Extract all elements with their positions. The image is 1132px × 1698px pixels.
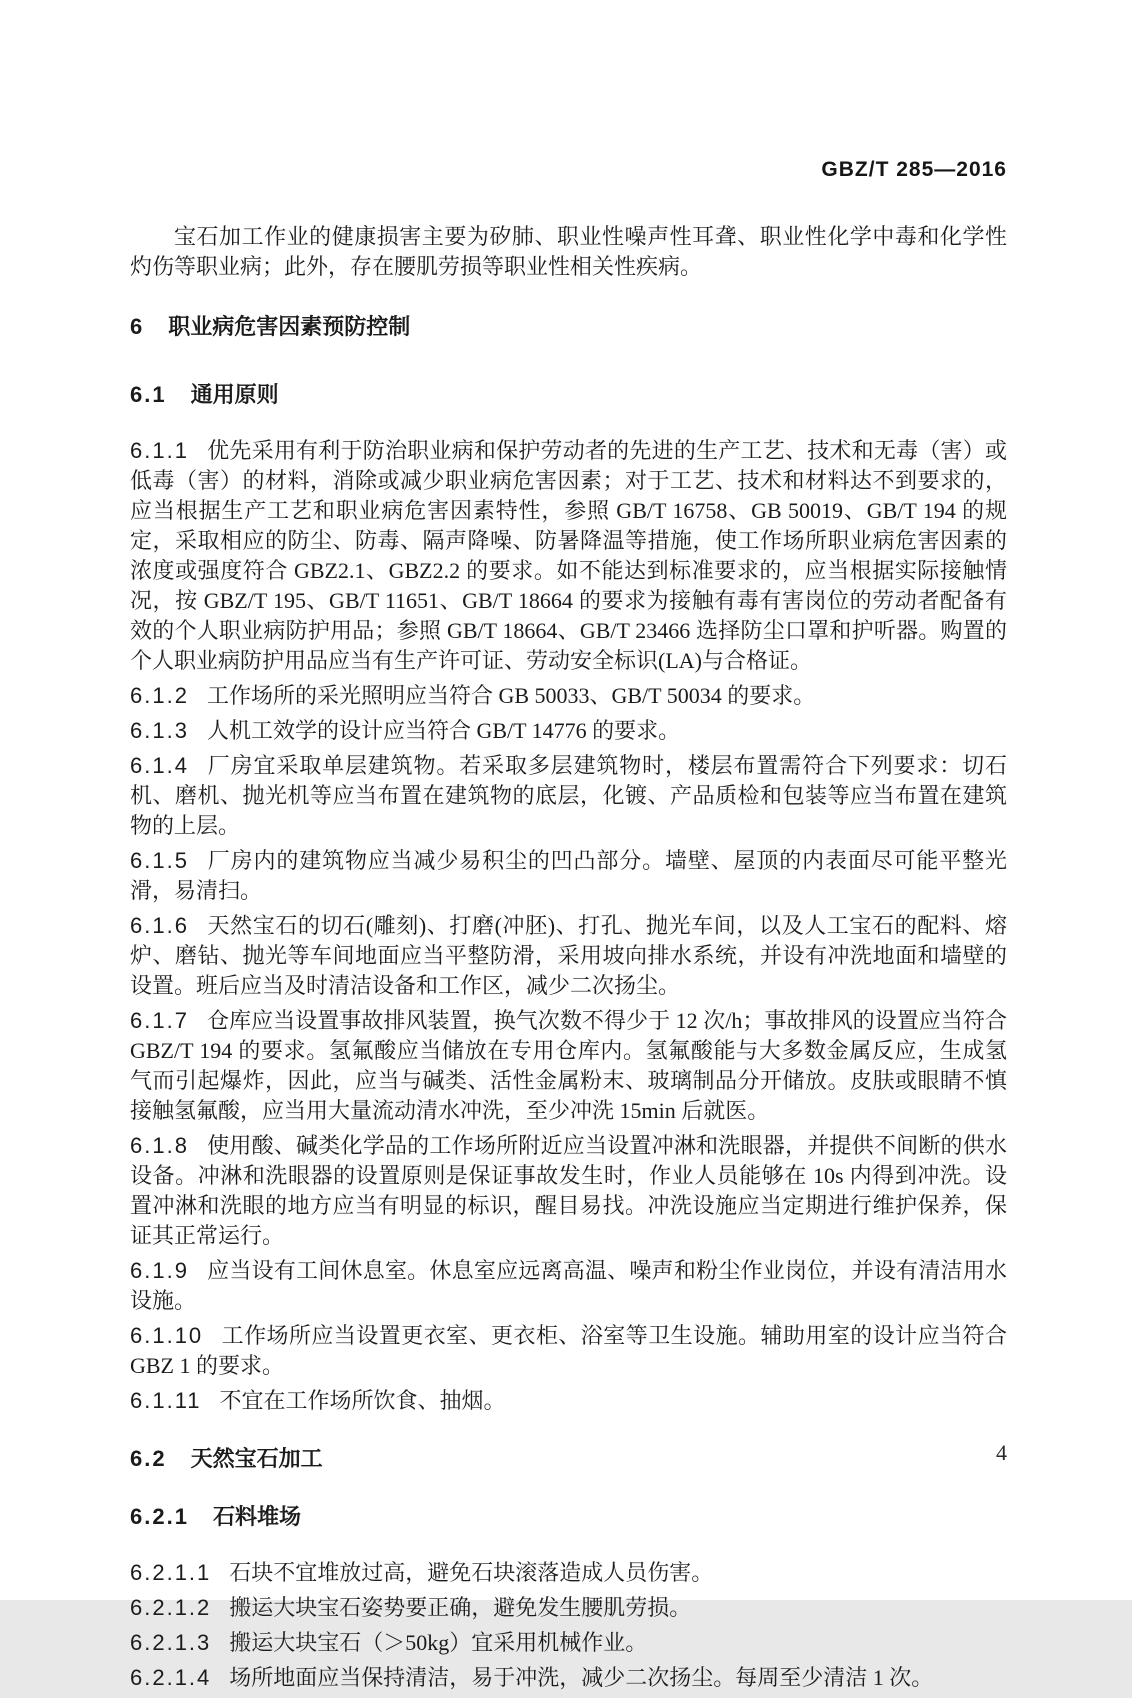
clause-text: 优先采用有利于防治职业病和保护劳动者的先进的生产工艺、技术和无毒（害）或低毒（害）的材料，消除或减少职业病危害因素；对于工艺、技术和材料达不到要求的，应当根据生产工艺和职业病危害因素特性，参照 GB/T 16758、GB 50019、GB/T 194 的规定，采取相应的防尘、防毒、隔声降噪、防暑降温等措施，使工作场所职业病危害因素的浓度或强度符合 GBZ2.1、GBZ2.2 的要求。如不能达到标准要求的，应当根据实际接触情况，按 GBZ/T 195、GB/T 11651、GB/T 18664 的要求为接触有毒有害岗位的劳动者配备有效的个人职业病防护用品；参照 GB/T 18664、GB/T 23466 选择防尘口罩和护听器。购置的个人职业病防护用品应当有生产许可证、劳动安全标识(LA)与合格证。 — [130, 438, 1007, 673]
document-body — [130, 222, 1007, 1698]
clause-number: 6.2.1.3 — [130, 1630, 212, 1655]
section-title: 天然宝石加工 — [190, 1446, 323, 1471]
clause-number: 6.2.1.2 — [130, 1595, 212, 1620]
section-title: 通用原则 — [190, 382, 279, 407]
clause-text: 仓库应当设置事故排风装置，换气次数不得少于 12 次/h；事故排风的设置应当符合 GBZ/T 194 的要求。氢氟酸应当储放在专用仓库内。氢氟酸能与大多数金属反应，生成氢气而引起爆炸，因此，应当与碱类、活性金属粉末、玻璃制品分开储放。皮肤或眼睛不慎接触氢氟酸，应当用大量流动清水冲洗，至少冲洗 15min 后就医。 — [130, 1008, 1007, 1123]
intro-paragraph: 宝石加工作业的健康损害主要为矽肺、职业性噪声性耳聋、职业性化学中毒和化学性灼伤等职业病；此外，存在腰肌劳损等职业性相关性疾病。 — [130, 224, 1007, 279]
clause-6.1.9 — [130, 1256, 1007, 1316]
clause-text: 工作场所应当设置更衣室、更衣柜、浴室等卫生设施。辅助用室的设计应当符合 GBZ 1 的要求。 — [130, 1323, 1007, 1378]
clause-text: 使用酸、碱类化学品的工作场所附近应当设置冲淋和洗眼器，并提供不间断的供水设备。冲淋和洗眼器的设置原则是保证事故发生时，作业人员能够在 10s 内得到冲洗。设置冲淋和洗眼的地方应当有明显的标识，醒目易找。冲洗设施应当定期进行维护保养，保证其正常运行。 — [130, 1133, 1007, 1248]
clause-6.1.11 — [130, 1386, 1007, 1416]
section-number: 6 — [130, 314, 145, 339]
clause-number: 6.1.9 — [130, 1258, 189, 1283]
clause-number: 6.1.11 — [130, 1388, 202, 1413]
page-header — [130, 158, 1007, 182]
clause-6.1.5 — [130, 846, 1007, 906]
clause-6.1.10 — [130, 1321, 1007, 1381]
section-heading-6.1 — [130, 380, 1007, 410]
clause-number: 6.1.2 — [130, 683, 189, 708]
clause-text: 场所地面应当保持清洁，易于冲洗，减少二次扬尘。每周至少清洁 1 次。 — [229, 1665, 934, 1690]
clause-text: 厂房内的建筑物应当减少易积尘的凹凸部分。墙壁、屋顶的内表面尽可能平整光滑，易清扫。 — [130, 848, 1007, 903]
clause-number: 6.1.4 — [130, 753, 189, 778]
page-footer — [130, 1440, 1007, 1466]
section-number: 6.2.1 — [130, 1504, 189, 1529]
clause-6.2.1.1 — [130, 1558, 1007, 1588]
clause-text: 应当设有工间休息室。休息室应远离高温、噪声和粉尘作业岗位，并设有清洁用水设施。 — [130, 1258, 1007, 1313]
section-number: 6.1 — [130, 382, 167, 407]
clause-6.2.1.2 — [130, 1593, 1007, 1623]
clause-6.1.2 — [130, 681, 1007, 711]
clause-number: 6.1.7 — [130, 1008, 189, 1033]
clause-number: 6.1.10 — [130, 1323, 204, 1348]
clause-text: 搬运大块宝石姿势要正确，避免发生腰肌劳损。 — [229, 1595, 692, 1620]
clause-6.2.1.3 — [130, 1628, 1007, 1658]
section-number: 6.2 — [130, 1446, 167, 1471]
standard-number: GBZ/T 285—2016 — [821, 158, 1007, 181]
clause-6.1.1 — [130, 436, 1007, 676]
clause-6.1.8 — [130, 1131, 1007, 1251]
page-number: 4 — [996, 1440, 1007, 1465]
clause-6.1.3 — [130, 716, 1007, 746]
clause-6.2.1.4 — [130, 1663, 1007, 1693]
section-heading-6 — [130, 312, 1007, 342]
clause-number: 6.1.5 — [130, 848, 189, 873]
section-title: 职业病危害因素预防控制 — [168, 314, 411, 339]
clause-text: 天然宝石的切石(雕刻)、打磨(冲胚)、打孔、抛光车间，以及人工宝石的配料、熔炉、磨钻、抛光等车间地面应当平整防滑，采用坡向排水系统，并设有冲洗地面和墙壁的设置。班后应当及时清洁设备和工作区，减少二次扬尘。 — [130, 913, 1007, 998]
clause-number: 6.2.1.4 — [130, 1665, 212, 1690]
clause-number: 6.1.1 — [130, 438, 189, 463]
clause-6.1.7 — [130, 1006, 1007, 1126]
clause-text: 人机工效学的设计应当符合 GB/T 14776 的要求。 — [206, 718, 681, 743]
clause-6.1.6 — [130, 911, 1007, 1001]
section-heading-6.2.1 — [130, 1502, 1007, 1532]
clause-text: 厂房宜采取单层建筑物。若采取多层建筑物时，楼层布置需符合下列要求：切石机、磨机、抛光机等应当布置在建筑物的底层，化镀、产品质检和包装等应当布置在建筑物的上层。 — [130, 753, 1007, 838]
clause-text: 工作场所的采光照明应当符合 GB 50033、GB/T 50034 的要求。 — [206, 683, 816, 708]
clause-text: 石块不宜堆放过高，避免石块滚落造成人员伤害。 — [229, 1560, 714, 1585]
clause-number: 6.2.1.1 — [130, 1560, 212, 1585]
clause-number: 6.1.8 — [130, 1133, 189, 1158]
clause-text: 搬运大块宝石（＞50kg）宜采用机械作业。 — [229, 1630, 648, 1655]
clause-text: 不宜在工作场所饮食、抽烟。 — [219, 1388, 506, 1413]
section-title: 石料堆场 — [212, 1504, 301, 1529]
clause-6.1.4 — [130, 751, 1007, 841]
clause-number: 6.1.3 — [130, 718, 189, 743]
clause-number: 6.1.6 — [130, 913, 189, 938]
